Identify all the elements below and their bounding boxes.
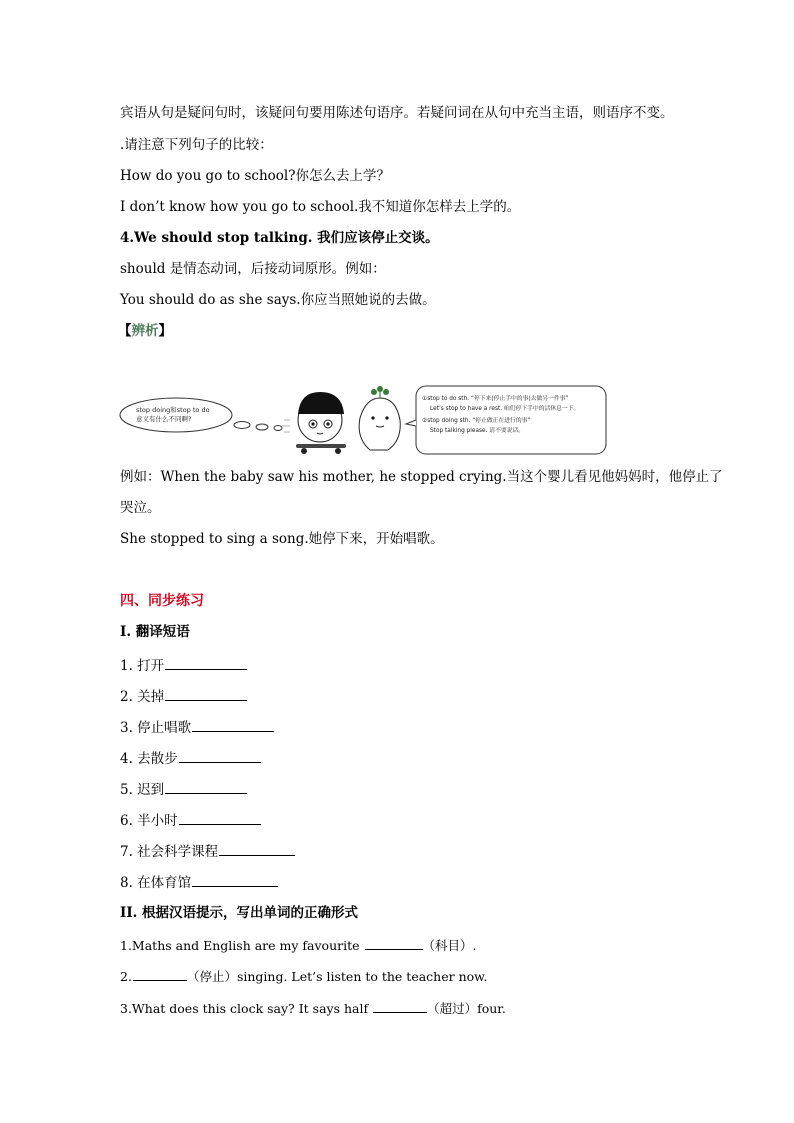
- question-3: 3.What does this clock say? It says half （超过）four.: [120, 998, 506, 1018]
- thought-dot-large: [234, 422, 250, 429]
- answer-blank[interactable]: [219, 841, 295, 856]
- exercise-item: 7. 社会科学课程: [120, 841, 295, 861]
- answer-blank[interactable]: [192, 872, 278, 887]
- speech-text-4: Stop talking please. 请不要说话。: [430, 428, 525, 434]
- answer-blank[interactable]: [373, 998, 427, 1013]
- thought-dot-small: [274, 426, 282, 431]
- exercise-item: 6. 半小时: [120, 810, 261, 830]
- line-example-object-clause: I don’t know how you go to school.我不知道你怎样去上学的。: [120, 199, 521, 215]
- analysis-bracket-close: 】: [158, 323, 172, 339]
- exercise-item: 4. 去散步: [120, 748, 261, 768]
- part1-title: I. 翻译短语: [120, 624, 190, 640]
- heading-point-4: 4.We should stop talking. 我们应该停止交谈。: [120, 230, 439, 246]
- thought-text-2: 意义有什么不同啊?: [136, 415, 192, 423]
- thought-text-1: stop doing和stop to do: [136, 406, 210, 414]
- section-title: 四、同步练习: [120, 593, 204, 609]
- speech-text-3: ②stop doing sth. “停止做正在进行的事”: [422, 418, 531, 424]
- speech-text-2: Let’s stop to have a rest. 咱们停下手中的活休息一下。: [430, 406, 580, 412]
- boy-character: [282, 392, 346, 454]
- line-modal-verb-note: should 是情态动词，后接动词原形。例如：: [120, 261, 386, 277]
- answer-blank[interactable]: [165, 686, 247, 701]
- answer-blank[interactable]: [192, 717, 274, 732]
- question-2: 2. （停止）singing. Let’s listen to the teacher now.: [120, 966, 487, 986]
- exercise-item: 8. 在体育馆: [120, 872, 278, 892]
- answer-blank[interactable]: [133, 966, 187, 981]
- line-object-clause-note: 宾语从句是疑问句时，该疑问句要用陈述句语序。若疑问词在从句中充当主语，则语序不变。: [120, 105, 674, 121]
- part2-title: II. 根据汉语提示，写出单词的正确形式: [120, 905, 359, 921]
- speech-text-1: ①stop to do sth. “停下来(停止手中的事)去做另一件事”: [422, 396, 569, 402]
- line-example-question: How do you go to school?你怎么去上学？: [120, 168, 390, 184]
- example-stopped-crying: 例如：When the baby saw his mother, he stopped crying.当这个婴儿看见他妈妈时，他停止了: [120, 469, 723, 485]
- exercise-item: 5. 迟到: [120, 779, 247, 799]
- egg-character: [359, 386, 400, 450]
- exercise-item: 3. 停止唱歌: [120, 717, 274, 737]
- analysis-label: 辨析: [131, 323, 159, 339]
- thought-dot-medium: [256, 424, 268, 430]
- analysis-bracket-open: 【: [118, 323, 132, 339]
- example-stopped-crying-cont: 哭泣。: [120, 500, 161, 516]
- exercise-item: 2. 关掉: [120, 686, 247, 706]
- question-1: 1.Maths and English are my favourite （科目）.: [120, 935, 477, 955]
- exercise-item: 1. 打开: [120, 655, 247, 675]
- answer-blank[interactable]: [365, 935, 423, 950]
- answer-blank[interactable]: [179, 748, 261, 763]
- comic-illustration: [118, 380, 608, 460]
- line-compare-note: .请注意下列句子的比较：: [120, 137, 273, 153]
- answer-blank[interactable]: [179, 810, 261, 825]
- line-modal-example: You should do as she says.你应当照她说的去做。: [120, 292, 436, 308]
- answer-blank[interactable]: [165, 779, 247, 794]
- example-stopped-to-sing: She stopped to sing a song.她停下来，开始唱歌。: [120, 531, 444, 547]
- analysis-heading: [118, 322, 172, 340]
- answer-blank[interactable]: [165, 655, 247, 670]
